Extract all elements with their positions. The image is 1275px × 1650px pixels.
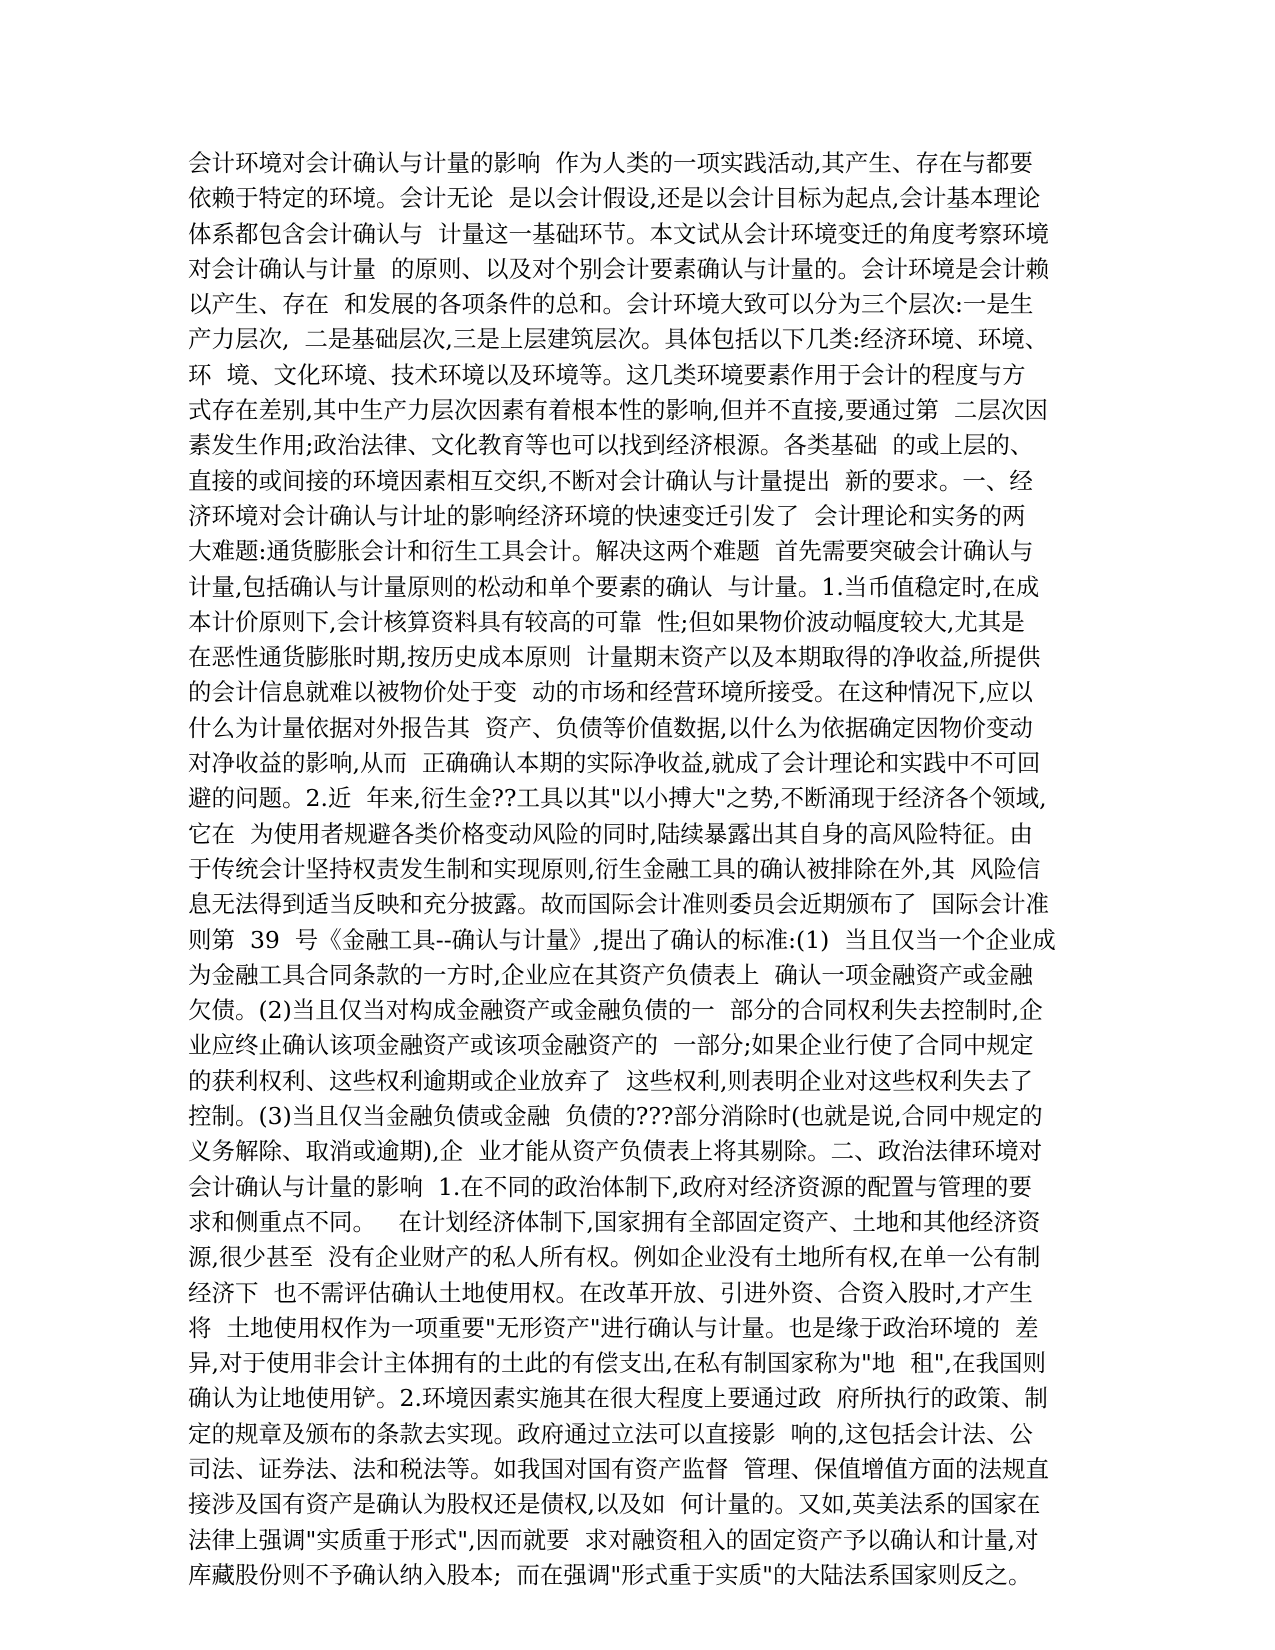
text-line: 以产生、存在 和发展的各项条件的总和。会计环境大致可以分为三个层次:一是生 [188,290,1034,319]
text-line: 避的问题。2.近 年来,衍生金??工具以其"以小搏大"之势,不断涌现于经济各个领域, [188,784,1047,813]
text-line: 计量,包括确认与计量原则的松动和单个要素的确认 与计量。1.当币值稳定时,在成 [188,572,1040,601]
text-line: 它在 为使用者规避各类价格变动风险的同时,陆续暴露出其自身的高风险特征。由 [188,819,1033,848]
text-line: 控制。(3)当且仅当金融负债或金融 负债的???部分消除时(也就是说,合同中规定的 [188,1102,1043,1131]
text-line: 式存在差别,其中生产力层次因素有着根本性的影响,但并不直接,要通过第 二层次因 [188,396,1048,425]
text-line: 环 境、文化环境、技术环境以及环境等。这几类环境要素作用于会计的程度与方 [188,360,1026,389]
text-line: 源,很少甚至 没有企业财产的私人所有权。例如企业没有土地所有权,在单一公有制 [188,1243,1041,1272]
text-line: 义务解除、取消或逾期),企 业才能从资产负债表上将其剔除。二、政治法律环境对 [188,1137,1043,1166]
text-line: 经济下 也不需评估确认土地使用权。在改革开放、引进外资、合资入股时,才产生 [188,1278,1033,1307]
text-line: 的获利权利、这些权利逾期或企业放弃了 这些权利,则表明企业对这些权利失去了 [188,1066,1033,1095]
text-line: 接涉及国有资产是确认为股权还是债权,以及如 何计量的。又如,英美法系的国家在 [188,1490,1041,1519]
text-line: 什么为计量依据对外报告其 资产、负债等价值数据,以什么为依据确定因物价变动 [188,713,1033,742]
text-line: 会计确认与计量的影响 1.在不同的政治体制下,政府对经济资源的配置与管理的要 [188,1172,1032,1201]
text-line: 确认为让地使用铲。2.环境因素实施其在很大程度上要通过政 府所执行的政策、制 [188,1384,1048,1413]
text-line: 法律上强调"实质重于形式",因而就要 求对融资租入的固定资产予以确认和计量,对 [188,1525,1039,1554]
text-line: 产力层次, 二是基础层次,三是上层建筑层次。具体包括以下几类:经济环境、环境、 [188,325,1049,354]
text-line: 于传统会计坚持权责发生制和实现原则,衍生金融工具的确认被排除在外,其 风险信 [188,854,1041,883]
text-line: 济环境对会计确认与计址的影响经济环境的快速变迁引发了 会计理论和实务的两 [188,501,1026,530]
text-line: 求和侧重点不同。 在计划经济体制下,国家拥有全部固定资产、土地和其他经济资 [188,1207,1041,1236]
text-line: 业应终止确认该项金融资产或该项金融资产的 一部分;如果企业行使了合同中规定 [188,1031,1034,1060]
text-line: 则第 39 号《金融工具--确认与计量》,提出了确认的标准:(1) 当且仅当一个企业成 [188,925,1056,954]
text-line: 的会计信息就难以被物价处于变 动的市场和经营环境所接受。在这种情况下,应以 [188,678,1033,707]
text-line: 素发生作用;政治法律、文化教育等也可以找到经济根源。各类基础 的或上层的、 [188,431,1034,460]
text-line: 大难题:通货膨胀会计和衍生工具会计。解决这两个难题 首先需要突破会计确认与 [188,537,1034,566]
text-line: 对会计确认与计量 的原则、以及对个别会计要素确认与计量的。会计环境是会计赖 [188,254,1049,283]
body-text [188,146,1088,1593]
text-line: 欠债。(2)当且仅当对构成金融资产或金融负债的一 部分的合同权利失去控制时,企 [188,996,1043,1025]
text-line: 息无法得到适当反映和充分披露。故而国际会计准则委员会近期颁布了 国际会计准 [188,890,1049,919]
text-line: 为金融工具合同条款的一方时,企业应在其资产负债表上 确认一项金融资产或金融 [188,960,1033,989]
text-line: 本计价原则下,会计核算资料具有较高的可靠 性;但如果物价波动幅度较大,尤其是 [188,607,1025,636]
text-line: 异,对于使用非会计主体拥有的土此的有偿支出,在私有制国家称为"地 租",在我国则 [188,1349,1046,1378]
text-line: 体系都包含会计确认与 计量这一基础环节。本文试从会计环境变迁的角度考察环境 [188,219,1049,248]
text-line: 在恶性通货膨胀时期,按历史成本原则 计量期末资产以及本期取得的净收益,所提供 [188,643,1041,672]
text-line: 司法、证券法、法和税法等。如我国对国有资产监督 管理、保值增值方面的法规直 [188,1454,1049,1483]
text-line: 依赖于特定的环境。会计无论 是以会计假设,还是以会计目标为起点,会计基本理论 [188,184,1041,213]
text-line: 库藏股份则不予确认纳入股本; 而在强调"形式重于实质"的大陆法系国家则反之。 [188,1560,1032,1589]
text-line: 直接的或间接的环境因素相互交织,不断对会计确认与计量提出 新的要求。一、经 [188,466,1033,495]
text-line: 对净收益的影响,从而 正确确认本期的实际净收益,就成了会计理论和实践中不可回 [188,749,1041,778]
text-line: 定的规章及颁布的条款去实现。政府通过立法可以直接影 响的,这包括会计法、公 [188,1419,1033,1448]
text-line: 会计环境对会计确认与计量的影响 作为人类的一项实践活动,其产生、存在与都要 [188,149,1033,177]
text-line: 将 土地使用权作为一项重要"无形资产"进行确认与计量。也是缘于政治环境的 差 [188,1313,1039,1342]
